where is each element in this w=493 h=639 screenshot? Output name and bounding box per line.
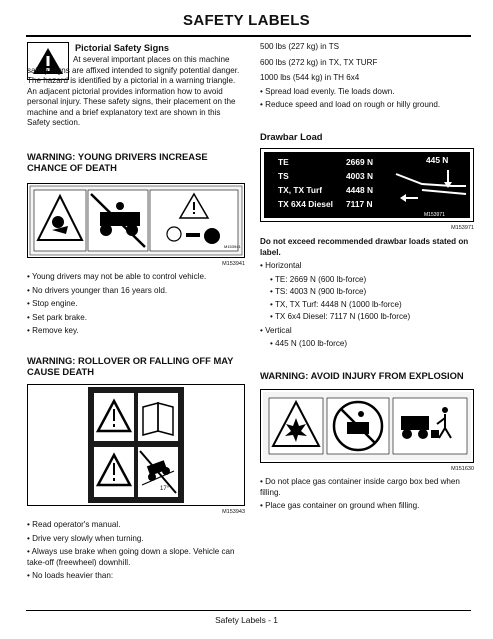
young-drivers-pictogram — [28, 184, 244, 257]
load-line: 600 lbs (272 kg) in TX, TX TURF — [260, 57, 378, 67]
explosion-label — [260, 389, 474, 463]
drawbar-model: TX 6X4 Diesel — [278, 198, 333, 209]
list-item: • TS: 4003 N (900 lb-force) — [270, 287, 474, 298]
young-drivers-code: M153941 — [222, 260, 245, 267]
left-column — [27, 40, 245, 585]
load-list — [260, 87, 474, 111]
rollover-list — [27, 520, 245, 582]
svg-text:M153941: M153941 — [224, 243, 241, 249]
explosion-list — [260, 477, 474, 512]
drawbar-code: M153971 — [451, 224, 474, 231]
intro-title: Pictorial Safety Signs — [75, 43, 169, 53]
page-title: SAFETY LABELS — [183, 12, 310, 29]
drawbar-model: TX, TX Turf — [278, 184, 323, 195]
list-item: • Spread load evenly. Tie loads down. — [260, 87, 474, 98]
rollover-heading: WARNING: ROLLOVER OR FALLING OFF MAY CAUSE DEATH — [27, 354, 234, 377]
list-item: • Set park brake. — [27, 313, 245, 324]
list-item: • Vertical — [260, 326, 474, 337]
drawbar-model: TE — [278, 156, 289, 167]
explosion-pictogram — [261, 390, 473, 462]
list-item: • Read operator's manual. — [27, 520, 245, 531]
drawbar-value: 4448 N — [346, 184, 374, 195]
list-item: • Horizontal — [260, 261, 474, 272]
load-line: 500 lbs (227 kg) in TS — [260, 42, 340, 51]
list-item: • TE: 2669 N (600 lb-force) — [270, 275, 474, 286]
drawbar-vertical — [260, 326, 474, 337]
list-item: • Stop engine. — [27, 299, 245, 310]
list-item: • No loads heavier than: — [27, 571, 245, 582]
list-item: • TX, TX Turf: 4448 N (1000 lb-force) — [270, 300, 474, 311]
drawbar-model: TS — [278, 170, 289, 181]
explosion-code: M151630 — [451, 465, 474, 472]
list-item: • Place gas container on ground when filling. — [260, 501, 474, 512]
drawbar-value: 4003 N — [346, 170, 374, 181]
intro-text: At several important places on this machine safety signs are affixed intended to signify potential danger. The hazard is identified by a pictorial in a warning triangle. An adjacent pictorial provides information how to avoid personal injury. These safety signs, their placement on the machine and a brief explanatory text are shown in this Safety section. — [27, 55, 240, 127]
drawbar-heading: Drawbar Load — [260, 130, 323, 142]
list-item: • Young drivers may not be able to control vehicle. — [27, 272, 245, 283]
right-column — [260, 40, 474, 515]
explosion-heading: WARNING: AVOID INJURY FROM EXPLOSION — [260, 369, 464, 381]
drawbar-hitch-icon — [392, 164, 470, 214]
drawbar-vertical-list — [260, 339, 474, 350]
list-item: • No drivers younger than 16 years old. — [27, 286, 245, 297]
drawbar-code-inner: M153971 — [424, 211, 445, 218]
rollover-angle: 17° — [160, 485, 170, 492]
drawbar-note: Do not exceed recommended drawbar loads stated on label. — [260, 237, 469, 257]
list-item: • 445 N (100 lb-force) — [270, 339, 474, 350]
drawbar-value: 2669 N — [346, 156, 374, 167]
list-item: • Drive very slowly when turning. — [27, 534, 245, 545]
rollover-pictogram — [28, 385, 244, 505]
page-footer: Safety Labels - 1 — [215, 615, 278, 625]
rollover-label — [27, 384, 245, 506]
young-drivers-list — [27, 272, 245, 337]
drawbar-vertical-value: 445 N — [426, 154, 449, 165]
list-item: • Do not place gas container inside cargo box bed when filling. — [260, 477, 474, 498]
footer-rule — [26, 610, 471, 611]
drawbar-label — [260, 148, 474, 222]
list-item: • Remove key. — [27, 326, 245, 337]
load-line: 1000 lbs (544 kg) in TH 6x4 — [260, 73, 360, 82]
young-drivers-heading: WARNING: YOUNG DRIVERS INCREASE CHANCE OF DEATH — [27, 150, 208, 173]
drawbar-label-panel — [264, 152, 470, 218]
drawbar-list — [260, 261, 474, 272]
list-item: • TX 6x4 Diesel: 7117 N (1600 lb-force) — [270, 312, 474, 323]
drawbar-horizontal-list — [260, 275, 474, 323]
title-rule — [26, 35, 471, 37]
rollover-code: M153943 — [222, 508, 245, 515]
list-item: • Reduce speed and load on rough or hilly ground. — [260, 100, 474, 111]
young-drivers-label — [27, 183, 245, 258]
list-item: • Always use brake when going down a slope. Vehicle can take-off (freewheel) downhill. — [27, 547, 245, 568]
drawbar-value: 7117 N — [346, 198, 373, 209]
